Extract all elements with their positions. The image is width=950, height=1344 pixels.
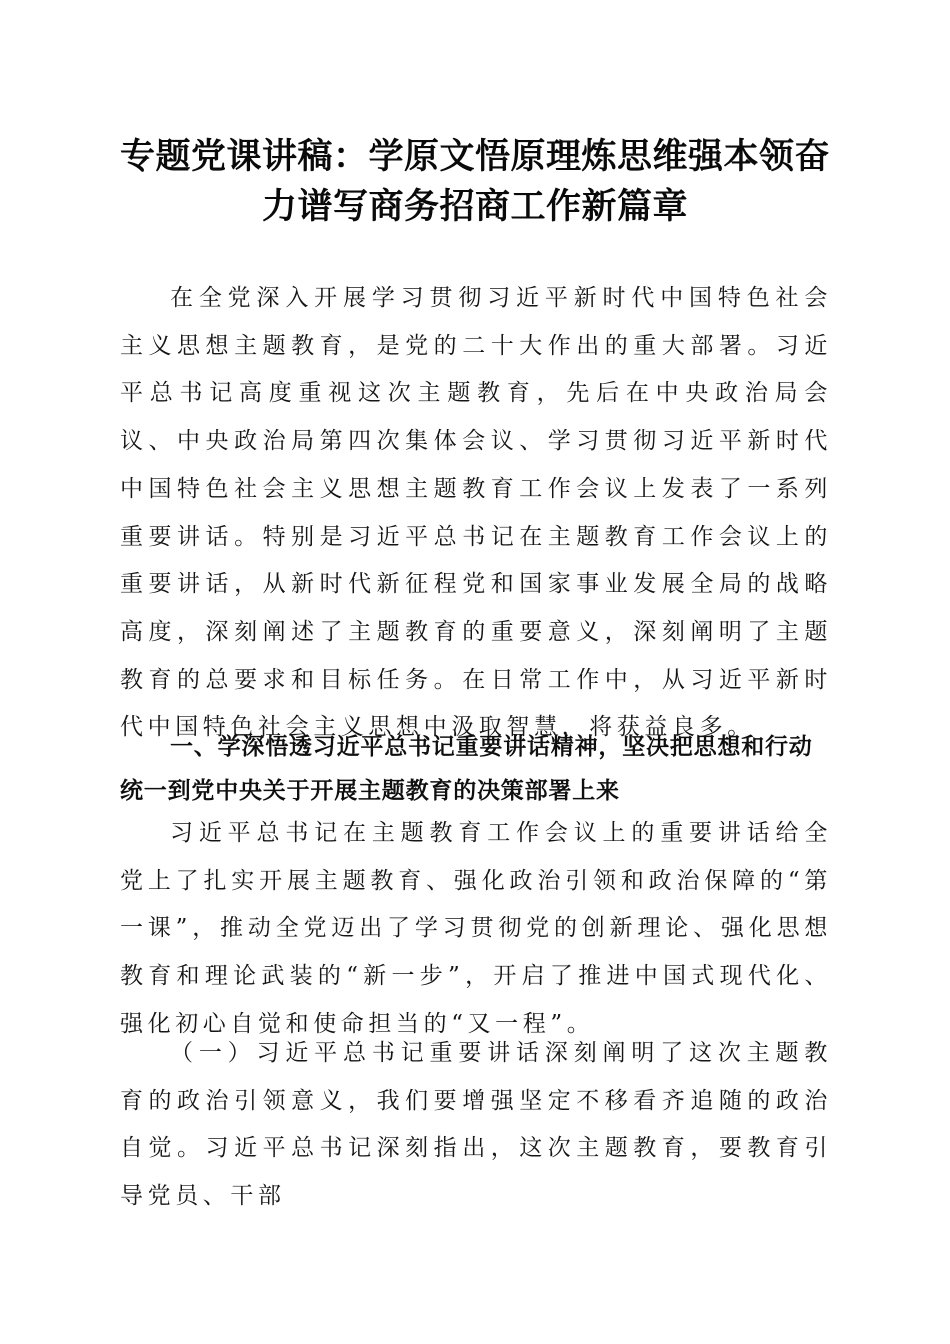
title-line-1: 专题党课讲稿：学原文悟原理炼思维强本领奋 [119,136,830,177]
title-line-2: 力谱写商务招商工作新篇章 [261,186,688,227]
section-1-heading: 一、学深悟透习近平总书记重要讲话精神，坚决把思想和行动统一到党中央关于开展主题教育的决策部署上来 [120,734,813,804]
intro-paragraph: 在全党深入开展学习贯彻习近平新时代中国特色社会主义思想主题教育，是党的二十大作出的重大部署。习近平总书记高度重视这次主题教育，先后在中央政治局会议、中央政治局第四次集体会议、学习贯彻习近平新时代中国特色社会主义思想主题教育工作会议上发表了一系列重要讲话。特别是习近平总书记在主题教育工作会议上的重要讲话，从新时代新征程党和国家事业发展全局的战略高度，深刻阐述了主题教育的重要意义，深刻阐明了主题教育的总要求和目标任务。在日常工作中，从习近平新时代中国特色社会主义思想中汲取智慧，将获益良多。 [120,285,832,741]
section-1-paragraph: 习近平总书记在主题教育工作会议上的重要讲话给全党上了扎实开展主题教育、强化政治引领和政治保障的“第一课”，推动全党迈出了学习贯彻党的创新理论、强化思想教育和理论武装的“新一步”，开启了推进中国式现代化、强化初心自觉和使命担当的“又一程”。 [120,820,832,1037]
subsection-1-paragraph: （一）习近平总书记重要讲话深刻阐明了这次主题教育的政治引领意义，我们要增强坚定不移看齐追随的政治自觉。习近平总书记深刻指出，这次主题教育，要教育引导党员、干部 [120,1040,832,1210]
document-title [100,132,850,232]
